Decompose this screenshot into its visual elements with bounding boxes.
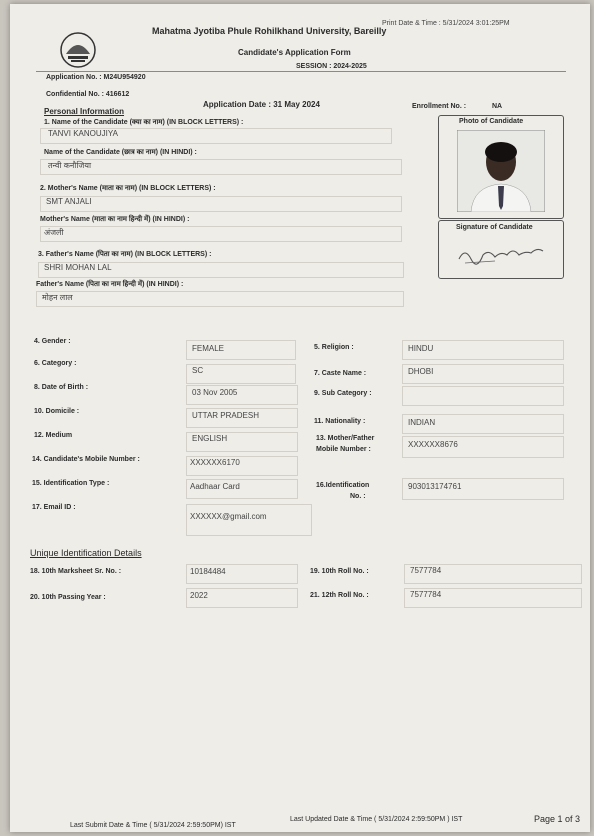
mother-en-label: 2. Mother's Name (माता का नाम) (IN BLOCK LETTERS) :: [40, 185, 216, 192]
name-hi-field: [40, 159, 402, 175]
category-label: 6. Category :: [34, 360, 77, 367]
application-form-page: [10, 4, 590, 832]
father-hi-value: मोहन लाल: [42, 293, 73, 302]
name-en-label: 1. Name of the Candidate (क्या का नाम) (IN BLOCK LETTERS) :: [44, 119, 244, 126]
nationality-label: 11. Nationality :: [314, 418, 366, 425]
id-number-value: 903013174761: [408, 482, 462, 491]
roll12-label: 21. 12th Roll No. :: [310, 592, 369, 599]
mother-en-value: SMT ANJALI: [46, 197, 92, 206]
parent-mobile-label-1: 13. Mother/Father: [316, 435, 375, 442]
mother-en-field: [40, 196, 402, 212]
sub-category-label: 9. Sub Category :: [314, 390, 372, 397]
religion-label: 5. Religion :: [314, 344, 354, 351]
father-hi-field: [36, 291, 404, 307]
father-hi-label: Father's Name (पिता का नाम हिन्दी में) (IN HINDI) :: [36, 281, 184, 288]
religion-value: HINDU: [408, 344, 434, 353]
caste-value: DHOBI: [408, 367, 434, 376]
category-value: SC: [192, 366, 204, 375]
mother-hi-label: Mother's Name (माता का नाम हिन्दी में) (IN HINDI) :: [40, 216, 190, 223]
application-date: Application Date : 31 May 2024: [203, 100, 320, 109]
nationality-value: INDIAN: [408, 418, 436, 427]
mobile-value: XXXXXX6170: [190, 458, 240, 467]
domicile-value: UTTAR PRADESH: [192, 411, 259, 420]
passing-year-value: 2022: [190, 591, 208, 600]
roll10-label: 19. 10th Roll No. :: [310, 568, 369, 575]
email-value: XXXXXX@gmail.com: [190, 512, 267, 521]
mobile-label: 14. Candidate's Mobile Number :: [32, 456, 140, 463]
session: SESSION : 2024-2025: [296, 63, 367, 70]
id-type-label: 15. Identification Type :: [32, 480, 110, 487]
mother-hi-field: [40, 226, 402, 242]
print-date: Print Date & Time : 5/31/2024 3:01:25PM: [382, 20, 510, 27]
mother-hi-value: अंजली: [44, 228, 64, 237]
photo-label: Photo of Candidate: [459, 118, 524, 125]
medium-label: 12. Medium: [34, 432, 73, 439]
dob-label: 8. Date of Birth :: [34, 384, 89, 391]
photo-box: [438, 115, 564, 219]
sub-category-field: [402, 386, 564, 406]
university-logo: [58, 30, 98, 70]
parent-mobile-value: XXXXXX8676: [408, 440, 458, 449]
id-number-label-2: No. :: [350, 493, 366, 500]
enrollment-value: NA: [492, 103, 503, 110]
candidate-signature: [455, 237, 549, 271]
name-hi-label: Name of the Candidate (छात्र का नाम) (IN HINDI) :: [44, 149, 197, 156]
university-name: Mahatma Jyotiba Phule Rohilkhand University, Bareilly: [152, 26, 387, 36]
caste-label: 7. Caste Name :: [314, 370, 367, 377]
name-en-value: TANVI KANOUJIYA: [48, 129, 118, 138]
dob-value: 03 Nov 2005: [192, 388, 238, 397]
signature-label: Signature of Candidate: [456, 224, 533, 231]
gender-label: 4. Gender :: [34, 338, 71, 345]
candidate-photo: [457, 130, 545, 212]
medium-value: ENGLISH: [192, 434, 228, 443]
application-number: Application No. : M24U954920: [46, 74, 146, 81]
father-en-label: 3. Father's Name (पिता का नाम) (IN BLOCK LETTERS) :: [38, 251, 212, 258]
confidential-number: Confidential No. : 416612: [46, 91, 130, 98]
parent-mobile-label-2: Mobile Number :: [316, 446, 371, 453]
marksheet-label: 18. 10th Marksheet Sr. No. :: [30, 568, 122, 575]
header-divider: [36, 71, 566, 72]
marksheet-value: 10184484: [190, 567, 226, 576]
last-updated: Last Updated Date & Time ( 5/31/2024 2:59:50PM ) IST: [290, 816, 463, 823]
email-label: 17. Email ID :: [32, 504, 76, 511]
signature-box: [438, 220, 564, 279]
father-en-value: SHRI MOHAN LAL: [44, 263, 112, 272]
roll12-value: 7577784: [410, 590, 442, 599]
gender-value: FEMALE: [192, 344, 225, 353]
domicile-label: 10. Domicile :: [34, 408, 80, 415]
id-type-value: Aadhaar Card: [190, 482, 240, 491]
form-title: Candidate's Application Form: [238, 48, 351, 57]
enrollment-label: Enrollment No. :: [412, 103, 467, 110]
roll10-value: 7577784: [410, 566, 442, 575]
personal-info-heading: Personal Information: [44, 107, 125, 116]
name-hi-value: तन्वी कनौजिया: [48, 161, 92, 170]
last-submit: Last Submit Date & Time ( 5/31/2024 2:59:50PM) IST: [70, 822, 236, 829]
unique-id-heading: Unique Identification Details: [30, 548, 142, 558]
passing-year-label: 20. 10th Passing Year :: [30, 594, 106, 601]
id-number-label-1: 16.Identification: [316, 482, 370, 489]
page-number: Page 1 of 3: [534, 814, 581, 824]
